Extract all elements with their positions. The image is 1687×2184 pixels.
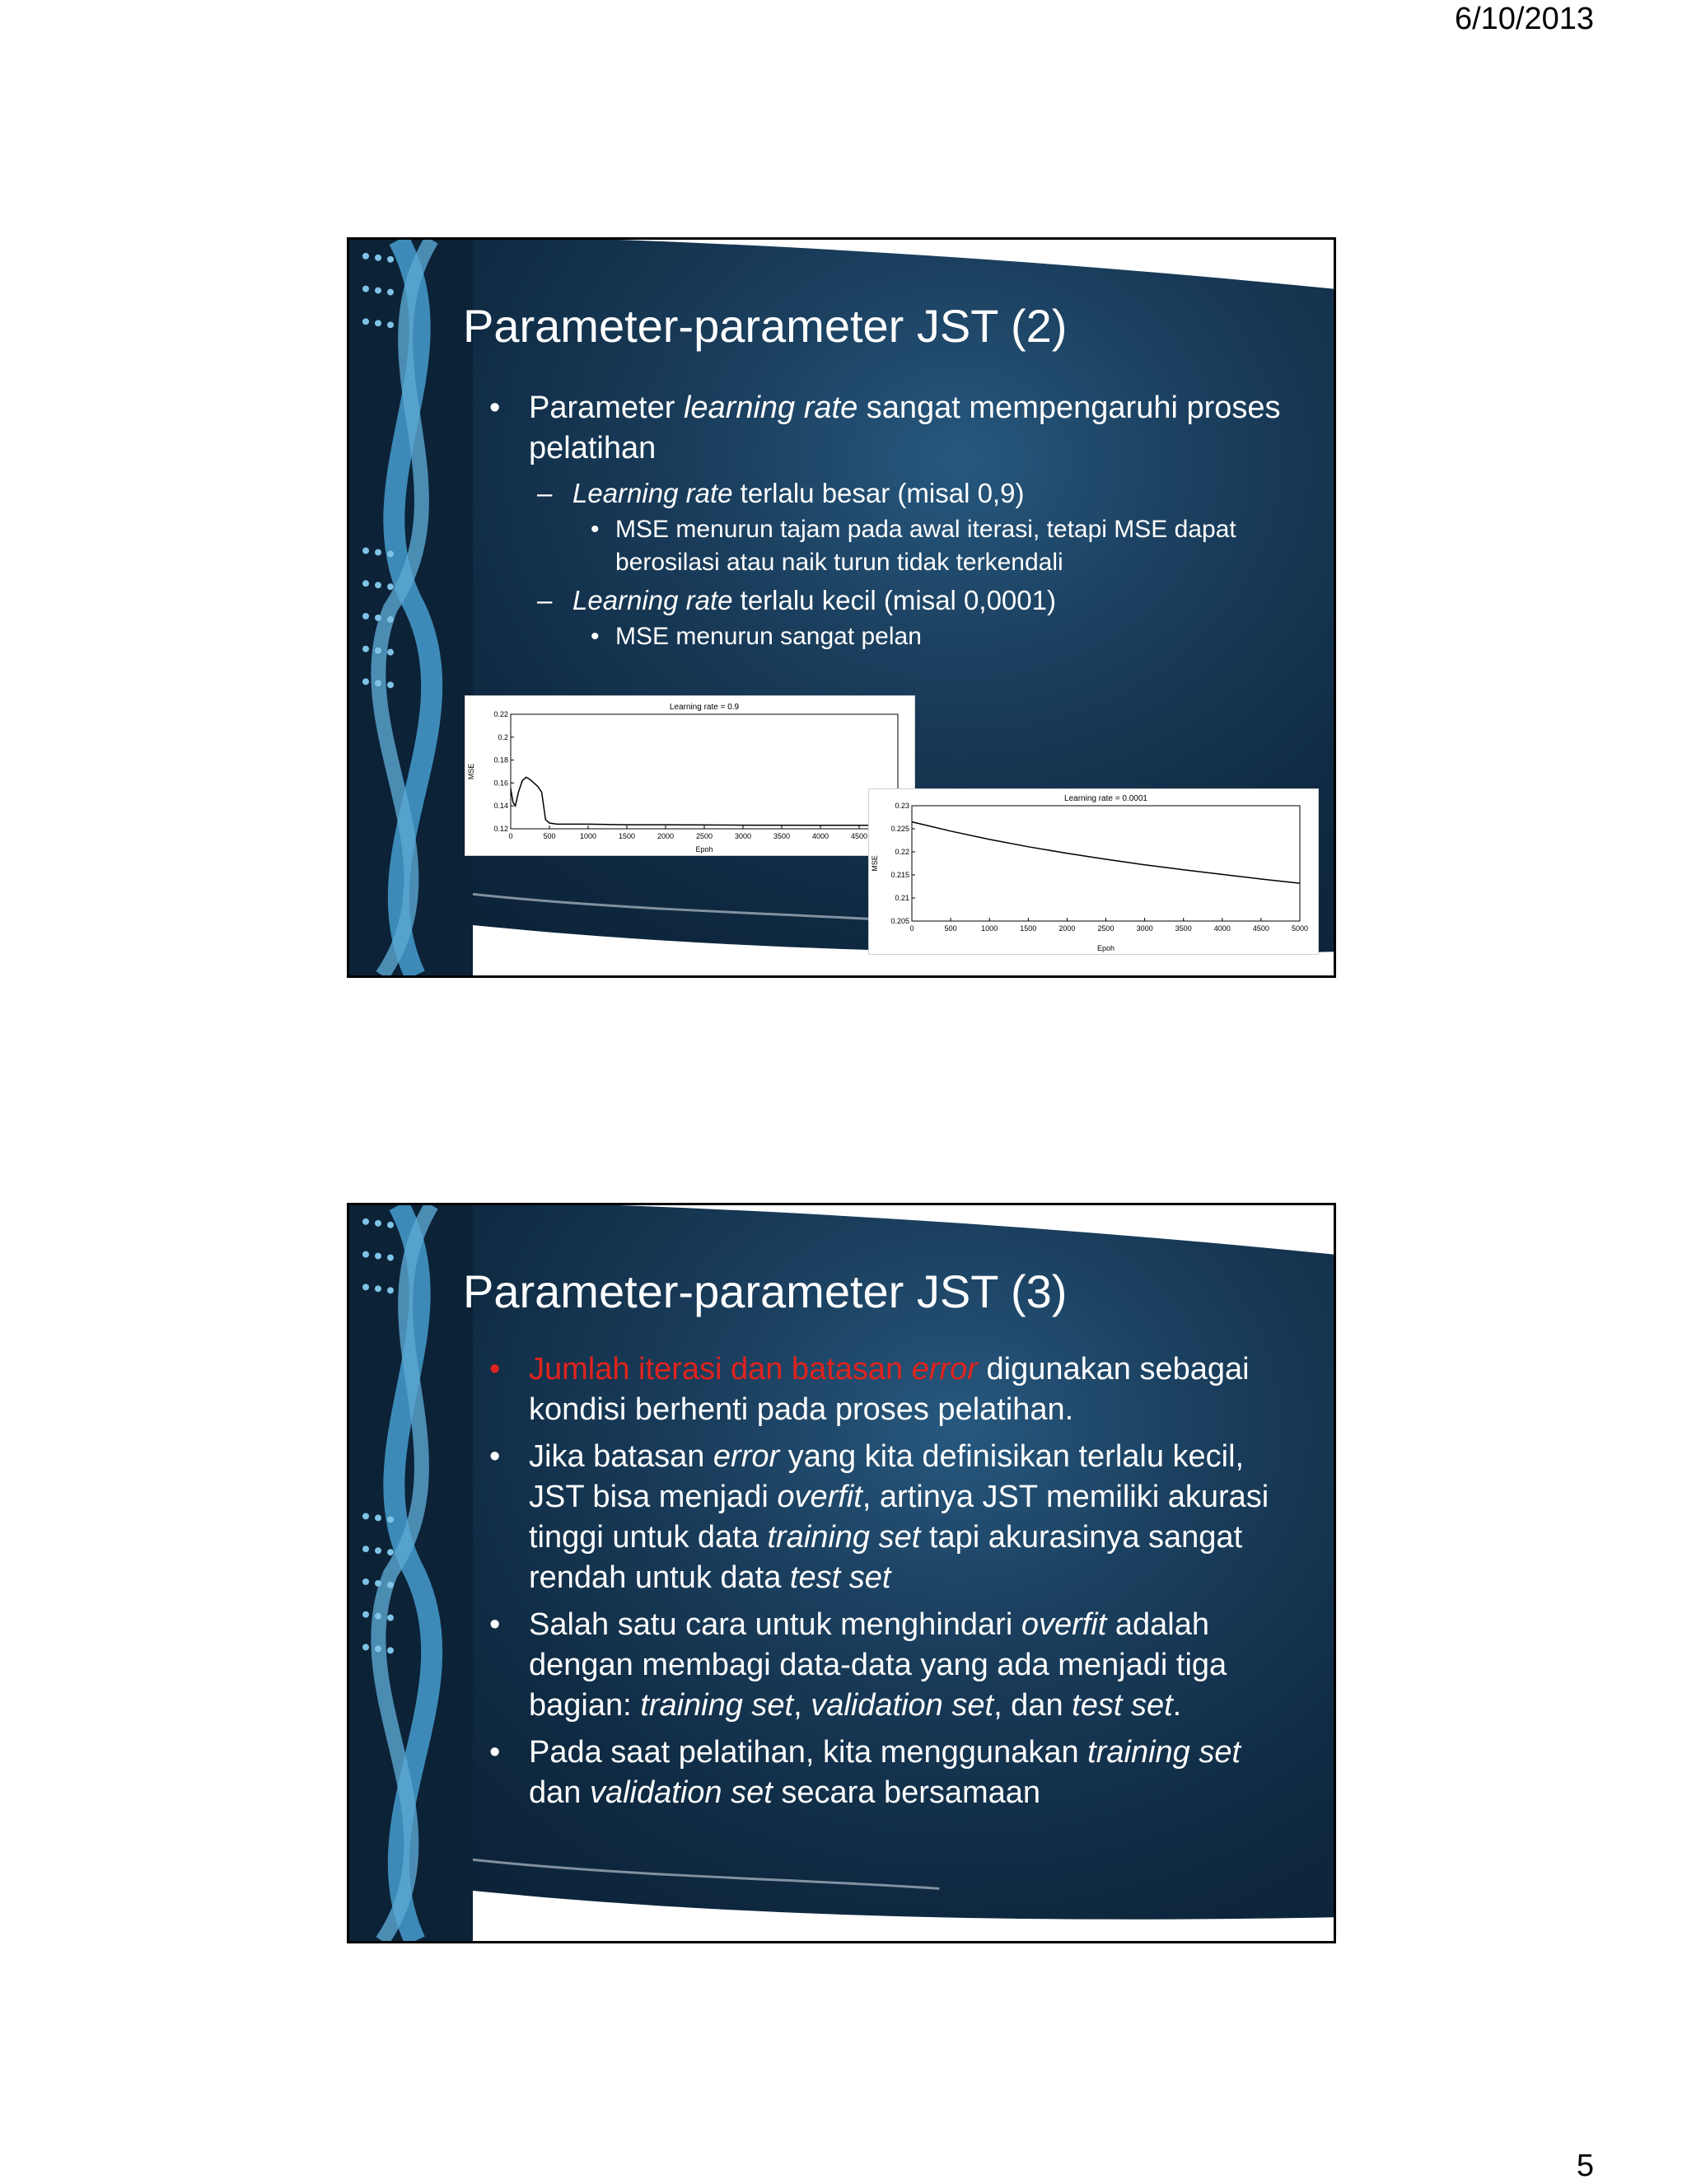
bullet-item: [463, 1605, 1292, 1726]
text-italic: Learning rate: [572, 478, 733, 508]
text: Parameter: [529, 391, 684, 425]
text: yang kita definisikan terlalu kecil, JST bisa menjadi: [529, 1439, 1245, 1514]
x-tick-label: 4000: [811, 832, 829, 840]
sub-sub-item: [463, 620, 1292, 653]
bullet-marker: •: [489, 1439, 501, 1474]
text: , dan: [993, 1688, 1072, 1723]
bullet-item: [463, 1733, 1292, 1813]
chart-title: Learning rate = 0.9: [669, 703, 740, 712]
x-tick-label: 2500: [695, 832, 713, 840]
bullet-marker: •: [489, 1735, 501, 1770]
y-axis-label: MSE: [871, 855, 879, 872]
x-tick-label: 0: [909, 924, 914, 933]
text: Pada saat pelatihan, kita menggunakan: [529, 1735, 1088, 1770]
x-tick-label: 2000: [1058, 924, 1076, 933]
text-italic: error: [713, 1439, 780, 1474]
text: tapi akurasinya sangat rendah untuk data: [529, 1520, 1243, 1595]
text: adalah dengan membagi data-data yang ada menjadi tiga bagian:: [529, 1607, 1227, 1723]
text: , artinya JST memiliki akurasi tinggi untuk data: [529, 1480, 1269, 1555]
dna-helix-image: [349, 240, 473, 975]
text: Salah satu cara untuk menghindari: [529, 1607, 1021, 1642]
x-axis-label: Epoh: [695, 845, 713, 853]
x-axis-label: Epoh: [1096, 944, 1115, 952]
x-tick-label: 4500: [1252, 924, 1269, 933]
text-italic: overfit: [1021, 1607, 1107, 1642]
x-tick-label: 4000: [1213, 924, 1231, 933]
bullet-marker: •: [591, 516, 600, 543]
y-axis-label: MSE: [467, 763, 475, 780]
text: sangat mempengaruhi proses pelatihan: [529, 391, 1281, 465]
text: Jika batasan: [529, 1439, 713, 1474]
text: secara bersamaan: [772, 1775, 1041, 1810]
mse-chart-lr-0-9: [465, 695, 915, 856]
text-italic: validation set: [589, 1775, 773, 1810]
slide-title: Parameter-parameter JST (3): [463, 1265, 1068, 1317]
text-italic: overfit: [777, 1480, 862, 1514]
text: .: [1172, 1688, 1182, 1723]
text-italic: validation set: [811, 1688, 994, 1723]
y-tick-label: 0.14: [493, 802, 508, 811]
bullet-marker: •: [489, 1607, 501, 1642]
text: MSE menurun tajam pada awal iterasi, tetapi MSE dapat berosilasi atau naik turun tidak terkendali: [615, 516, 1236, 576]
x-tick-label: 0: [508, 832, 513, 840]
bullet-marker: •: [489, 1352, 501, 1387]
mse-chart-lr-0-0001: [868, 788, 1319, 955]
text: ,: [793, 1688, 811, 1723]
bullet-marker: •: [489, 391, 501, 425]
series-line: [511, 777, 898, 825]
y-tick-label: 0.22: [493, 710, 508, 718]
text-italic: training set: [640, 1688, 794, 1723]
x-tick-label: 2000: [657, 832, 675, 840]
text: digunakan sebagai kondisi berhenti pada proses pelatihan.: [529, 1352, 1250, 1427]
x-tick-label: 500: [543, 832, 556, 840]
x-tick-label: 1500: [618, 832, 636, 840]
slide-1: [347, 237, 1336, 978]
x-tick-label: 500: [944, 924, 957, 933]
bullet-list: [463, 1349, 1292, 1820]
bullet-item: [463, 1349, 1292, 1430]
bullet-item: [463, 1437, 1292, 1598]
x-tick-label: 4500: [850, 832, 868, 840]
text-red: Jumlah iterasi dan batasan: [529, 1352, 912, 1387]
sub-sub-item: [463, 513, 1292, 579]
y-tick-label: 0.205: [890, 917, 909, 925]
y-tick-label: 0.12: [493, 825, 508, 833]
text-italic: training set: [1087, 1735, 1241, 1770]
chart-title: Learning rate = 0.0001: [1064, 794, 1147, 803]
x-tick-label: 3000: [1136, 924, 1153, 933]
text: dan: [529, 1775, 590, 1810]
x-tick-label: 3000: [734, 832, 752, 840]
x-tick-label: 3500: [1175, 924, 1192, 933]
text: terlalu kecil (misal 0,0001): [732, 585, 1056, 615]
dash-marker: –: [537, 478, 553, 508]
y-tick-label: 0.21: [895, 894, 909, 902]
plot-frame: [511, 714, 898, 829]
x-tick-label: 2500: [1097, 924, 1115, 933]
text: MSE menurun sangat pelan: [615, 623, 922, 650]
y-tick-label: 0.215: [890, 871, 909, 879]
y-tick-label: 0.225: [890, 825, 909, 833]
bullet-item: [463, 388, 1292, 469]
y-tick-label: 0.22: [895, 848, 909, 856]
x-tick-label: 1500: [1020, 924, 1037, 933]
text-italic: training set: [767, 1520, 921, 1555]
x-tick-label: 1000: [981, 924, 998, 933]
sub-item: [463, 475, 1292, 512]
text-italic: learning rate: [683, 391, 858, 425]
plot-frame: [912, 806, 1300, 921]
page-number: 5: [1576, 2149, 1594, 2183]
series-line: [912, 822, 1300, 884]
sub-item: [463, 582, 1292, 619]
bullet-marker: •: [591, 623, 600, 650]
y-tick-label: 0.23: [895, 802, 909, 810]
dna-helix-image: [349, 1205, 473, 1941]
chart-svg: [869, 789, 1318, 954]
text-italic: test set: [1072, 1688, 1173, 1723]
chart-svg: [465, 696, 914, 855]
x-tick-label: 3500: [773, 832, 791, 840]
text-italic: Learning rate: [572, 585, 733, 615]
slide-2: [347, 1203, 1336, 1943]
y-tick-label: 0.18: [493, 755, 508, 765]
text-red-italic: error: [911, 1352, 978, 1387]
text-italic: test set: [789, 1560, 891, 1595]
page-date: 6/10/2013: [1454, 2, 1594, 36]
x-tick-label: 1000: [579, 832, 597, 840]
dash-marker: –: [537, 585, 553, 615]
y-tick-label: 0.2: [498, 732, 508, 741]
y-tick-label: 0.16: [493, 779, 508, 788]
bullet-list: [463, 388, 1292, 657]
slide-title: Parameter-parameter JST (2): [463, 300, 1068, 352]
text: terlalu besar (misal 0,9): [732, 478, 1025, 508]
x-tick-label: 5000: [1291, 924, 1309, 933]
